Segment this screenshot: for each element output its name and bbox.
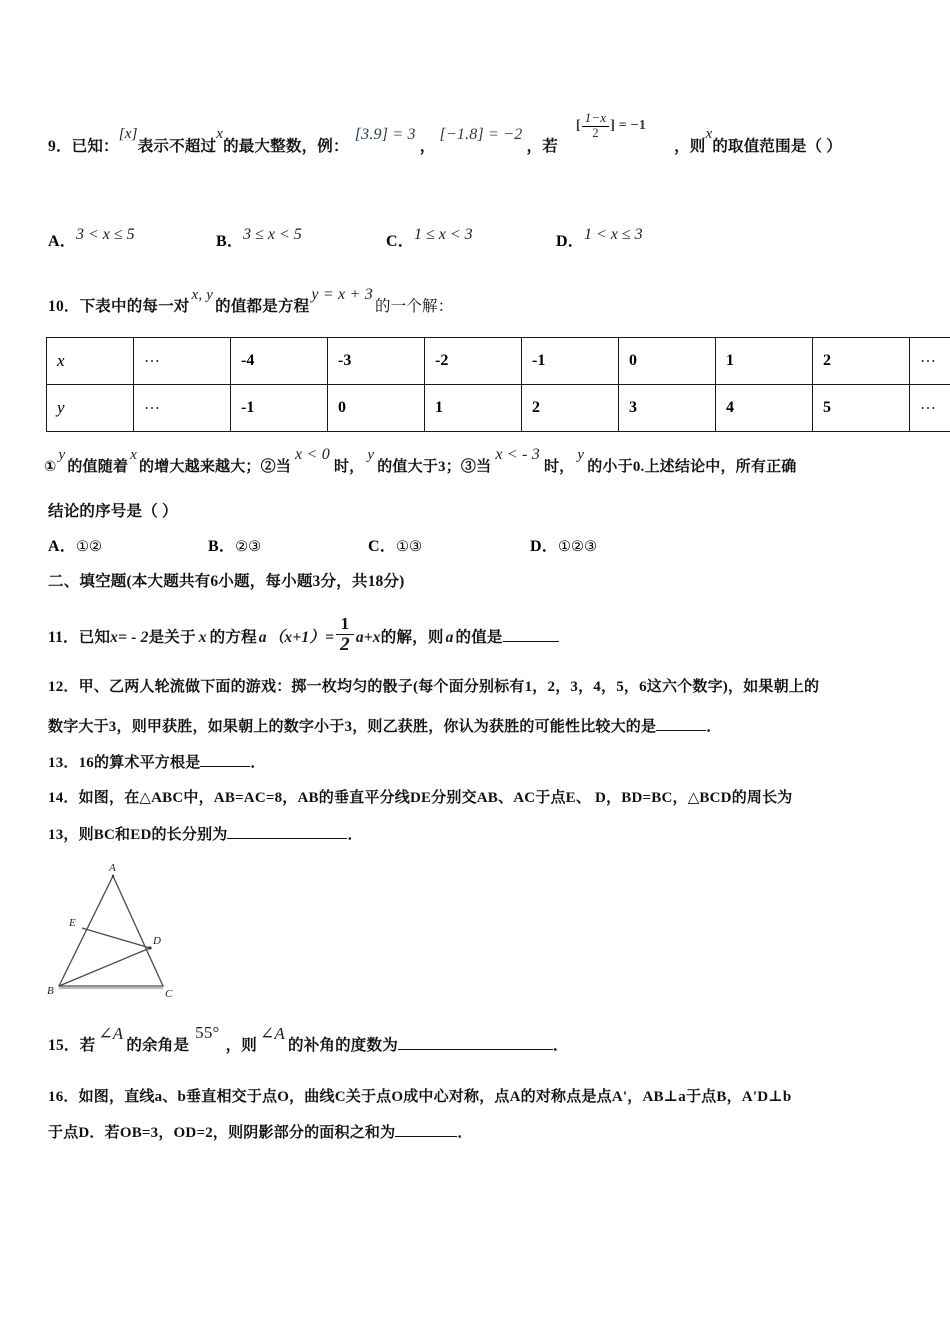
q10-cell-1-3: 1 [425,385,522,432]
question-14-line-1: 14．如图，在△ABC中，AB=AC=8，AB的垂直平分线DE分别交AB、AC于点E、 D，BD=BC，△BCD的周长为 [48,790,793,806]
q10-cell-0-5: 0 [619,338,716,385]
q10-option-b-value: ②③ [235,539,262,555]
q10-option-c[interactable] [368,533,422,556]
table-row [47,338,950,385]
q10-option-d-label: D． [530,538,558,555]
q10-text-a: 的值都是方程 [215,298,310,315]
q10-cell-1-7: 5 [813,385,910,432]
q10-conclusions [44,446,934,482]
q9-comma-3: ，则 [674,138,706,155]
q16-line-2-text: 于点D．若OB=3，OD=2，则阴影部分的面积之和为 [48,1125,396,1141]
q13-text-a: 13．16的算术平方根是 [48,755,201,771]
q10-conc-2-condition: x < 0 [295,446,330,463]
q16-line-2-period: ． [457,1125,473,1141]
q11-expr-c: a+x [355,628,381,646]
q9-text-b: 的最大整数，例： [223,138,349,155]
q15-text-c: ，则 [225,1037,257,1054]
section-2-title: 二、填空题(本大题共有6小题，每小题3分，共18分) [48,573,405,590]
q10-conc-1-marker: ① [44,459,57,475]
q11-fraction [336,615,354,656]
q15-text-a: 15．若 [48,1037,96,1054]
q11-text-b: 是关于 [148,628,196,646]
q10-cell-1-8: ⋯ [910,385,950,432]
q11-text-e: 的值是 [455,628,503,646]
q14-figure-label-A: A [109,862,116,874]
q10-option-c-value: ①③ [395,539,422,555]
q9-comma-2: ，若 [526,138,558,155]
q10-cell-0-8: ⋯ [910,338,950,385]
question-12-line-1: 12．甲、乙两人轮流做下面的游戏：掷一枚均匀的骰子(每个面分别标有1，2，3，4，5，6这六个数字)，如果朝上的 [48,679,820,695]
q16-answer-blank[interactable] [395,1120,457,1137]
q11-var-a: a [258,628,267,646]
q10-option-a[interactable] [48,533,102,556]
q10-text-b: 的一个解： [374,298,454,315]
q10-row-1-head: y [47,385,134,432]
q10-conc-2-a: 时， [333,459,365,475]
question-10-stem [48,286,648,322]
q11-expr-b: （x+1）= [268,628,335,646]
q9-number: 9．已知： [48,138,119,155]
q10-cell-1-1: -1 [231,385,328,432]
q10-cell-0-7: 2 [813,338,910,385]
q9-option-d[interactable] [556,228,643,251]
q9-example-2: [−1.8] = −2 [439,126,523,143]
q15-angle-a-2: ∠A [259,1024,285,1043]
q10-conc-3-a: 时， [543,459,575,475]
question-14-line-2 [48,820,938,850]
q11-var-x: x [198,628,207,646]
table-row [47,385,950,432]
question-16-line-1: 16．如图，直线a、b垂直相交于点O，曲线C关于点O成中心对称，点A的对称点是点A'，AB⊥a于点B，A'D⊥b [48,1089,792,1105]
q12-line-2-text: 数字大于3，则甲获胜，如果朝上的数字小于3，则乙获胜，你认为获胜的可能性比较大的是 [48,719,657,735]
q10-option-a-label: A． [48,538,76,555]
q10-option-d[interactable] [530,533,597,556]
q9-option-b[interactable] [216,228,302,251]
q15-answer-blank[interactable] [398,1033,553,1050]
q10-conc-2-b: 的值大于3；③当 [377,459,492,475]
q9-option-c[interactable] [386,228,473,251]
q11-answer-blank[interactable] [503,625,559,642]
q10-equation: y = x + 3 [311,286,373,303]
q14-figure-label-B: B [47,985,54,997]
question-15 [48,1023,748,1061]
q12-answer-blank[interactable] [656,714,706,731]
q9-var-x-2: x [705,126,713,142]
q9-option-c-value: 1 ≤ x < 3 [413,226,473,243]
q9-option-c-label: C． [386,233,414,250]
q15-text-d: 的补角的度数为 [288,1037,398,1054]
q10-conc-3-b: 的小于0.上述结论中，所有正确 [587,459,797,475]
q9-example-1: [3.9] = 3 [354,126,416,143]
q10-option-c-label: C． [368,538,396,555]
q9-option-d-label: D． [556,233,584,250]
q10-solution-table [46,337,950,432]
question-9 [48,111,918,163]
q14-line-2-period: ． [347,827,363,843]
q9-option-a-value: 3 < x ≤ 5 [75,226,135,243]
q15-text-b: 的余角是 [126,1037,190,1054]
q10-option-a-value: ①② [75,539,102,555]
q14-line-2-text: 13，则BC和ED的长分别为 [48,827,228,843]
q10-cell-0-4: -1 [522,338,619,385]
question-12-line-2 [48,712,938,742]
q10-cell-1-2: 0 [328,385,425,432]
q14-figure-label-D: D [153,935,161,947]
q10-conc-1-b: 的值随着 [67,459,129,475]
q10-cell-1-4: 2 [522,385,619,432]
q11-frac-denominator: 2 [340,633,350,655]
q10-conc-1-c: 的增大越来越大；②当 [139,459,292,475]
q9-option-a[interactable] [48,228,135,251]
q11-text-c: 的方程 [209,628,257,646]
q10-conc-3-y: y [577,447,585,463]
q9-option-a-label: A． [48,233,76,250]
q10-option-d-value: ①②③ [557,539,597,555]
question-13 [48,748,266,778]
q10-conc-2-y: y [367,447,375,463]
q14-figure-label-E: E [69,917,76,929]
question-16-line-2 [48,1118,938,1148]
q9-option-b-label: B． [216,233,244,250]
q10-conc-3-condition: x < - 3 [495,446,540,463]
q9-cond-fraction [582,112,609,140]
q9-cond-numerator: 1−x [582,112,609,127]
q10-cell-1-5: 3 [619,385,716,432]
q10-option-b[interactable] [208,533,261,556]
q10-cell-0-1: -4 [231,338,328,385]
q9-var-x: x [216,126,224,142]
q9-cond-denominator: 2 [592,125,599,140]
q11-text-d: 的解，则 [380,628,444,646]
q15-angle-a: ∠A [98,1024,124,1043]
question-11 [48,615,748,656]
q9-text-a: 表示不超过 [137,138,217,155]
q10-cell-1-6: 4 [716,385,813,432]
q11-var-a-2: a [445,628,454,646]
q9-text-c: 的取值范围是（ ） [712,138,843,155]
q9-cond-open: [ [575,118,581,133]
q9-bracket-x: [x] [118,126,138,142]
q9-comma-1: ， [419,138,436,155]
q14-answer-blank[interactable] [227,822,347,839]
q10-pair-xy: x, y [191,287,214,303]
q9-option-b-value: 3 ≤ x < 5 [243,226,302,243]
q12-line-2-period: ． [706,719,722,735]
q10-cell-0-0: ⋯ [134,338,231,385]
q15-degrees: 55° [195,1023,220,1042]
q10-number: 10．下表中的每一对 [48,298,190,315]
q14-figure-label-C: C [165,988,173,1000]
q10-cell-0-3: -2 [425,338,522,385]
q10-option-b-label: B． [208,538,236,555]
q11-text-a: 11．已知 [48,628,111,646]
q10-cell-0-2: -3 [328,338,425,385]
q10-conclusions-line2: 结论的序号是（ ） [48,503,178,520]
q10-conc-1-y: y [58,447,66,463]
q13-text-b: ． [250,755,266,771]
q11-expr-a: x= - 2 [110,628,149,646]
q14-triangle-figure [45,858,235,1008]
q9-cond-close: ] = −1 [610,118,647,133]
q11-frac-numerator: 1 [336,615,354,635]
q10-row-0-head: x [47,338,134,385]
q10-cell-1-0: ⋯ [134,385,231,432]
q9-condition [576,111,646,141]
q15-text-e: ． [552,1037,569,1054]
q10-conc-1-x: x [130,447,138,463]
q10-cell-0-6: 1 [716,338,813,385]
q13-answer-blank[interactable] [200,750,250,767]
q9-option-d-value: 1 < x ≤ 3 [583,226,643,243]
